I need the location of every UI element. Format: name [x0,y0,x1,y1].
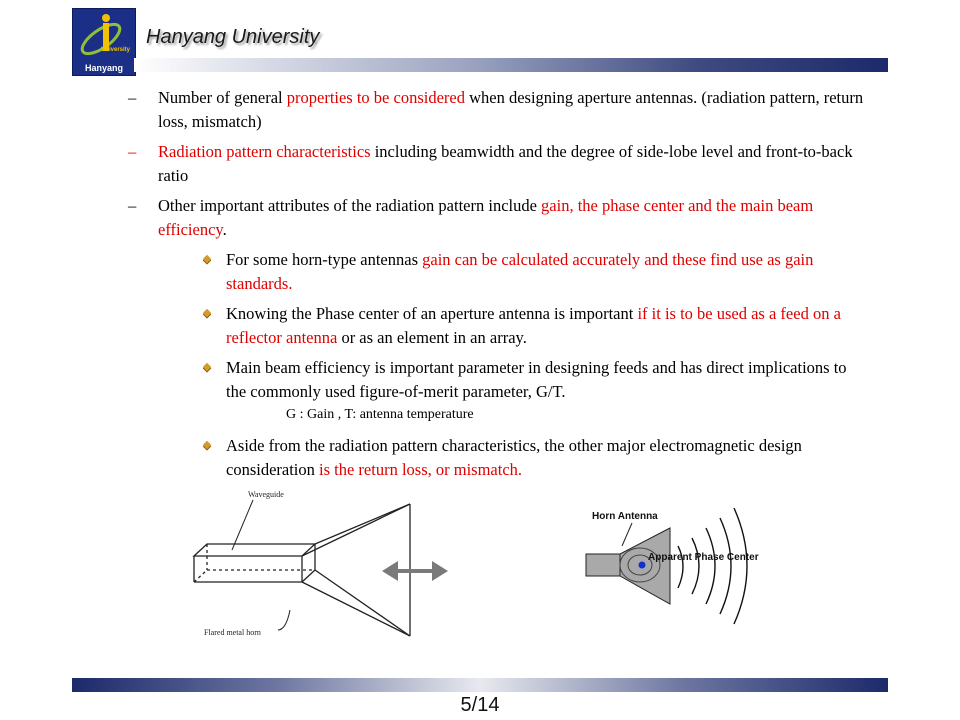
highlight-text: if it is to be used as a feed on a reflector antenna [226,304,841,347]
sub-bullet-list [128,248,868,482]
highlight-text: is the return loss, or mismatch. [319,460,523,479]
body-text: . [222,220,227,239]
bullet-item [128,194,868,242]
header-bar [134,58,888,72]
body-text: Aside from the radiation pattern characteristics, the other major electromagnetic design consideration [226,436,802,479]
logo-subtext: University [101,47,131,53]
body-text: or as an element in an array. [337,328,527,347]
sub-bullet-item [200,434,868,482]
page-number: 5/14 [460,694,500,716]
bullet-item [128,86,868,134]
double-arrow-icon [380,558,450,584]
diamond-bullet-icon [203,309,211,317]
body-text: Main beam efficiency is important parameter in designing feeds and has direct implications to the commonly used figure-of-merit parameter, G/T. [226,358,847,401]
bullet-item [128,140,868,188]
body-text: Knowing the Phase center of an aperture antenna is important [226,304,638,323]
university-logo [72,8,136,76]
apparent-phase-center-label: Apparent Phase Center [648,552,759,563]
highlight-text: Radiation pattern characteristics [158,142,371,161]
logo-text: Hanyang [84,63,123,73]
sub-bullet-item [200,356,868,404]
diamond-bullet-icon [203,255,211,263]
body-text: when designing aperture antennas. (radiation pattern, return loss, mismatch) [158,88,864,131]
flared-horn-label: Flared metal horn [204,628,261,637]
highlight-text: properties to be considered [286,88,465,107]
highlight-text: gain, the phase center and the main beam efficiency [158,196,814,239]
body-text: For some horn-type antennas [226,250,423,269]
dash-bullet-icon: – [128,88,137,107]
body-text: Number of general [158,88,287,107]
horn-antenna-label: Horn Antenna [592,511,658,522]
dash-bullet-icon: – [128,142,137,161]
body-text: including beamwidth and the degree of side-lobe level and front-to-back ratio [158,142,853,185]
university-title: Hanyang University [146,26,320,48]
bullet-list [128,86,868,242]
diamond-bullet-icon [203,441,211,449]
dash-bullet-icon: – [128,196,137,215]
highlight-text: gain can be calculated accurately and these find use as gain standards. [226,250,814,293]
diamond-bullet-icon [203,363,211,371]
sub-bullet-item [200,248,868,296]
sub-bullet-item [200,302,868,350]
body-text: Other important attributes of the radiation pattern include [158,196,542,215]
slide-content [128,86,868,488]
phase-center-figure [580,498,820,628]
gt-note: G : Gain , T: antenna temperature [286,407,474,422]
waveguide-label: Waveguide [248,490,284,499]
footer-bar [72,678,888,692]
